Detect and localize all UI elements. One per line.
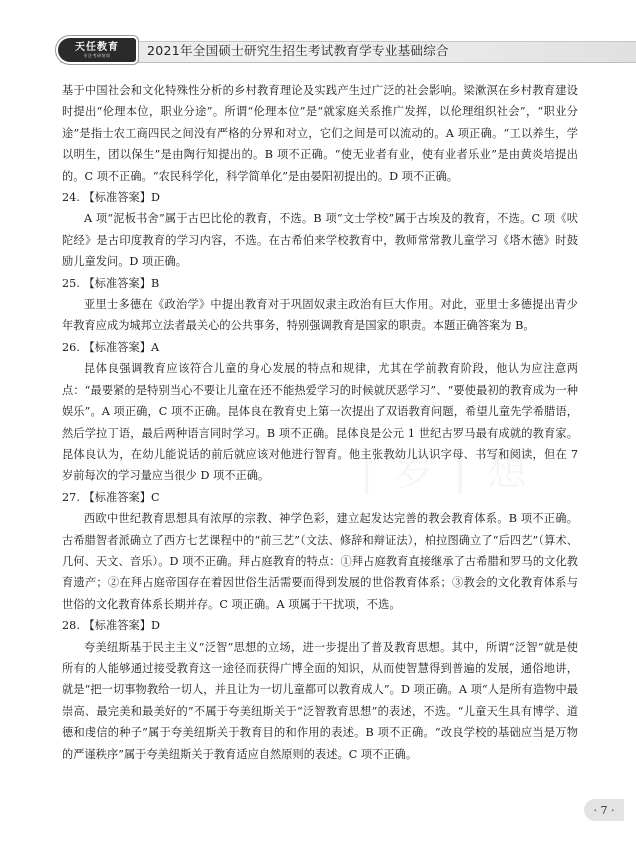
answer-label-24: 24. 【标准答案】D xyxy=(62,191,160,205)
page-number: · 7 · xyxy=(584,799,624,821)
logo-main-text: 天任教育 xyxy=(75,42,119,53)
explanation-25: 亚里士多德在《政治学》中提出教育对于巩固奴隶主政治有巨大作用。对此，亚里士多德提出青少年教育应成为城邦立法者最关心的公共事务，特别强调教育是国家的职责。本题正确答案为 B。 xyxy=(62,298,578,333)
header-title: 2021年全国硕士研究生招生考试教育学专业基础综合 xyxy=(147,43,449,58)
explanation-26: 昆体良强调教育应该符合儿童的身心发展的特点和规律，尤其在学前教育阶段，他认为应注意两点：“最要紧的是特别当心不要让儿童在还不能热爱学习的时候就厌恶学习”、“要使最初的教育成为一种娱乐”。A 项正确，C 项不正确。昆体良在教育史上第一次提出了双语教育问题，希望儿童先学希腊语，然后学拉丁语，最后两种语言同时学习。B 项不正确。昆体良是公元 1 世纪古罗马最有成就的教育家。昆体良认为，在幼儿能说话的前后就应该对他进行智育。他主张教幼儿认识字母、书写和阅读，但在 7 岁前每次的学习量应当很少 D 项不正确。 xyxy=(62,362,578,483)
page-header xyxy=(0,0,636,62)
explanation-24: A 项“泥板书舍”属于古巴比伦的教育，不选。B 项“文士学校”属于古埃及的教育，不选。C 项《吠陀经》是古印度教育的学习内容，不选。在古希伯来学校教育中，教师常常教儿童学习《塔木德》时鼓励儿童发问。D 项正确。 xyxy=(62,212,578,269)
answer-content xyxy=(62,80,578,765)
answer-label-27: 27. 【标准答案】C xyxy=(62,490,160,504)
explanation-27: 西欧中世纪教育思想具有浓厚的宗教、神学色彩，建立起发达完善的教会教育体系。B 项不正确。古希腊智者派确立了西方七艺课程中的“前三艺”（文法、修辞和辩证法），柏拉图确立了“后四艺”（算术、几何、天文、音乐）。D 项不正确。拜占庭教育的特点：①拜占庭教育直接继承了古希腊和罗马的文化教育遗产；②在拜占庭帝国存在着因世俗生活需要而得到发展的世俗教育体系；③教会的文化教育体系与世俗的文化教育体系长期并存。C 项正确。A 项属于干扰项，不选。 xyxy=(62,512,578,611)
paragraph-continuation: 基于中国社会和文化特殊性分析的乡村教育理论及实践产生过广泛的社会影响。梁漱溟在乡村教育建设时提出“伦理本位，职业分途”。所谓“伦理本位”是“就家庭关系推广发挥，以伦理组织社会”，“职业分途”是指士农工商四民之间没有严格的分界和对立，它们之间是可以流动的。A 项正确。“工以养生，学以明生，团以保生”是由陶行知提出的。B 项不正确。“使无业者有业，使有业者乐业”是由黄炎培提出的。C 项不正确。“农民科学化，科学简单化”是由晏阳初提出的。D 项不正确。 xyxy=(62,84,578,183)
logo-sub-text: 专注考研培训 xyxy=(83,53,111,58)
answer-label-26: 26. 【标准答案】A xyxy=(62,340,160,354)
answer-label-25: 25. 【标准答案】B xyxy=(62,276,160,290)
explanation-28: 夸美纽斯基于民主主义“泛智”思想的立场，进一步提出了普及教育思想。其中，所谓“泛智”就是使所有的人能够通过接受教育这一途径而获得广博全面的知识，从而使智慧得到普遍的发展，通俗地讲，就是“把一切事物教给一切人，并且让为一切儿童都可以教育成人”。D 项正确。A 项“人是所有造物中最崇高、最完美和最美好的”不属于夸美纽斯关于“泛智教育思想”的表述，不选。“儿童天生具有博学、道德和虔信的种子”属于夸美纽斯关于教育目的和作用的表述。B 项不正确。“改良学校的基础应当是万物的严谨秩序”属于夸美纽斯关于教育适应自然原则的表述。C 项不正确。 xyxy=(62,640,578,761)
answer-label-28: 28. 【标准答案】D xyxy=(62,619,160,633)
publisher-logo xyxy=(58,38,136,62)
